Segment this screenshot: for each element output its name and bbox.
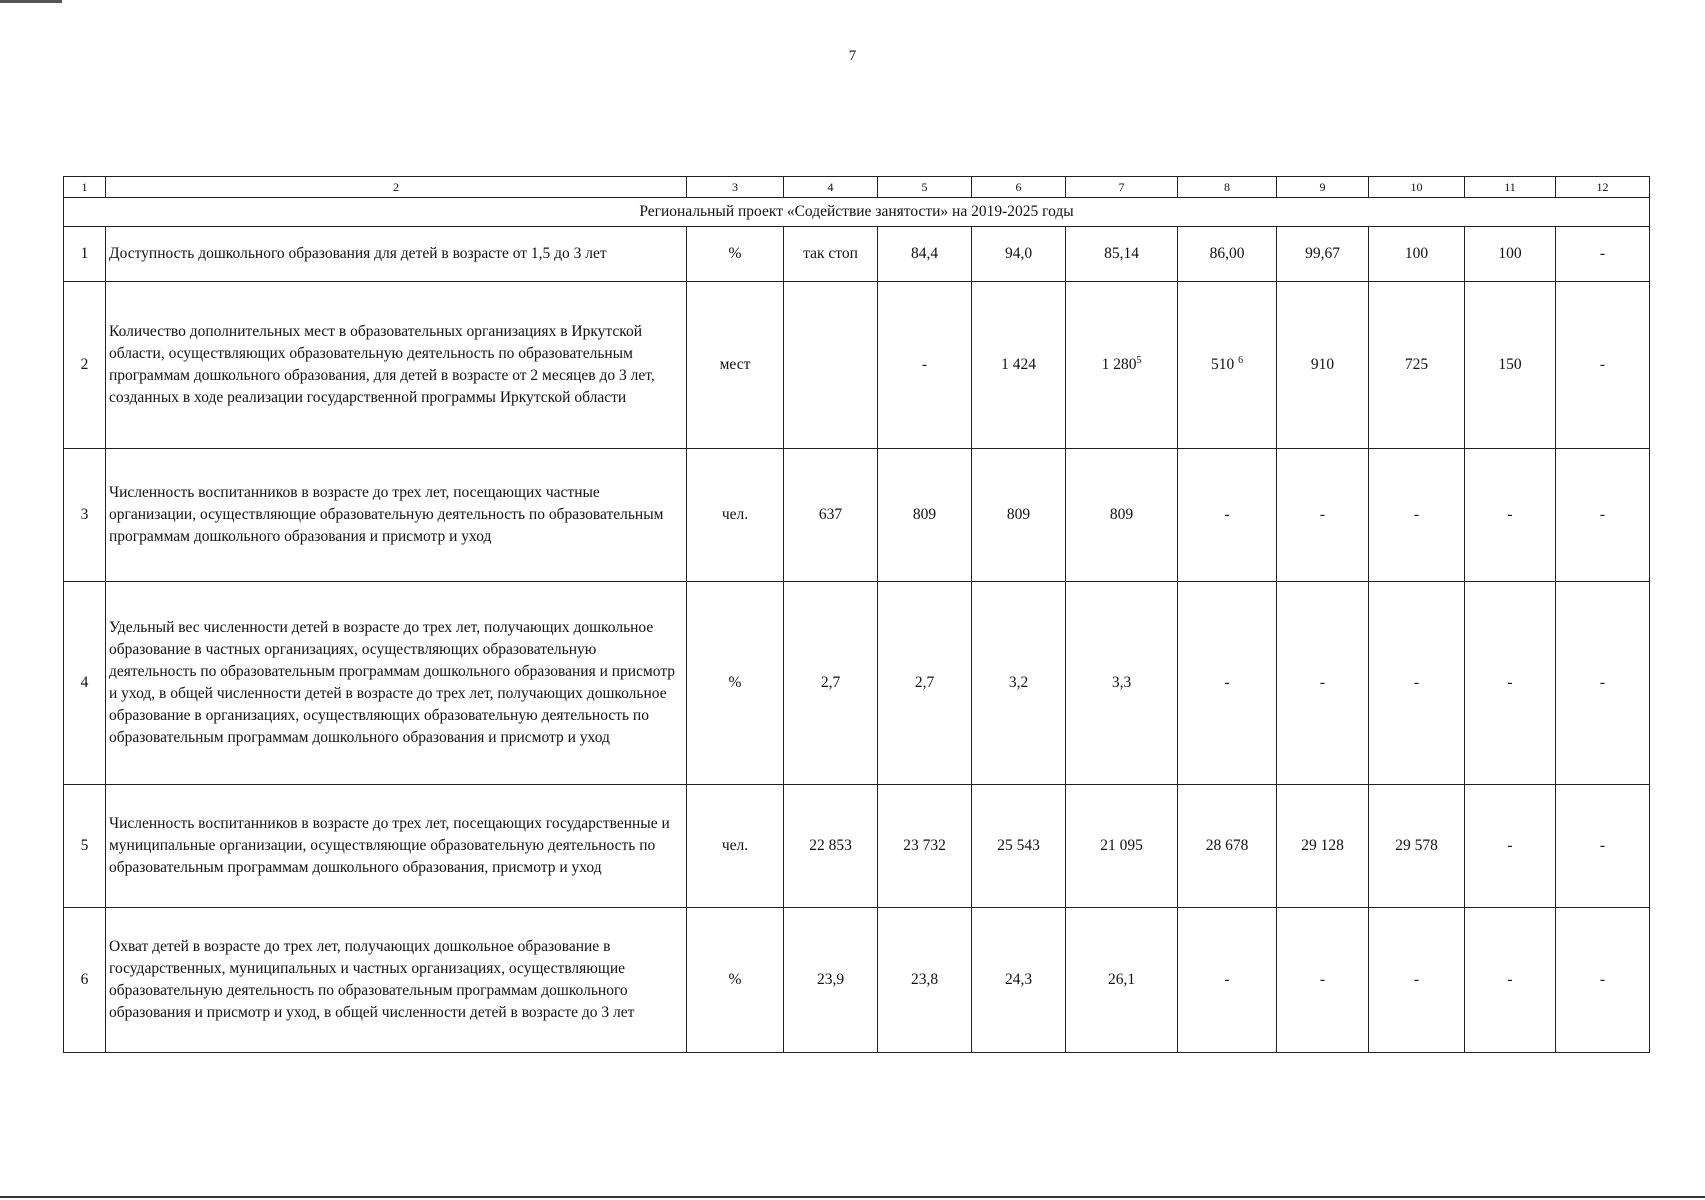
value-text: 2,7 bbox=[820, 674, 841, 691]
value-text: - bbox=[1507, 837, 1513, 854]
value-text: - bbox=[1413, 674, 1420, 691]
value-cell bbox=[1556, 908, 1650, 1053]
indicators-table-container bbox=[63, 176, 1649, 1053]
value-cell bbox=[784, 582, 878, 785]
value-cell bbox=[878, 582, 972, 785]
value-text: 100 bbox=[1404, 245, 1429, 262]
value-text: - bbox=[1599, 245, 1606, 262]
value-cell bbox=[1066, 908, 1178, 1053]
table-row bbox=[64, 282, 1650, 449]
value-text: 809 bbox=[912, 506, 937, 523]
column-number-cell: 7 bbox=[1066, 177, 1178, 198]
column-number-cell: 10 bbox=[1369, 177, 1465, 198]
row-number: 1 bbox=[64, 227, 106, 282]
value-cell bbox=[1277, 282, 1369, 449]
section-title: Региональный проект «Содействие занятости» на 2019-2025 годы bbox=[64, 198, 1650, 227]
value-cell bbox=[1277, 785, 1369, 908]
value-text: 23,9 bbox=[816, 971, 845, 988]
footnote-mark: 5 bbox=[1136, 354, 1142, 366]
value-text: - bbox=[1413, 506, 1420, 523]
value-text: 1 424 bbox=[1001, 356, 1036, 373]
value-cell bbox=[1066, 582, 1178, 785]
value-text: 21 095 bbox=[1100, 837, 1143, 854]
value-cell bbox=[1465, 227, 1556, 282]
value-cell bbox=[878, 449, 972, 582]
value-text: 99,67 bbox=[1305, 245, 1340, 262]
column-number-cell: 6 bbox=[972, 177, 1066, 198]
indicator-name: Численность воспитанников в возрасте до трех лет, посещающих государственные и муниципальные организации, осуществляющие образовательную деятельность по образовательным программам дошкольного образования, присмотр и уход bbox=[106, 785, 687, 908]
value-cell bbox=[1066, 785, 1178, 908]
value-cell bbox=[1465, 282, 1556, 449]
page-number: 7 bbox=[848, 48, 857, 64]
value-text: 1 280 bbox=[1101, 356, 1137, 373]
value-cell bbox=[972, 908, 1066, 1053]
value-text: 29 128 bbox=[1301, 837, 1344, 854]
unit-cell: мест bbox=[687, 282, 784, 449]
value-cell bbox=[878, 282, 972, 449]
value-cell bbox=[1556, 227, 1650, 282]
unit-cell: % bbox=[687, 908, 784, 1053]
value-cell bbox=[1369, 785, 1465, 908]
value-cell bbox=[784, 282, 878, 449]
value-text: 100 bbox=[1498, 245, 1522, 262]
value-cell bbox=[784, 449, 878, 582]
table-row bbox=[64, 908, 1650, 1053]
value-cell bbox=[1066, 282, 1178, 449]
value-cell bbox=[1178, 785, 1277, 908]
footnote-mark: 6 bbox=[1238, 354, 1244, 366]
value-cell bbox=[1178, 227, 1277, 282]
column-number-cell: 12 bbox=[1556, 177, 1650, 198]
column-number-cell: 8 bbox=[1178, 177, 1277, 198]
column-number-cell: 4 bbox=[784, 177, 878, 198]
value-cell bbox=[972, 582, 1066, 785]
value-text: - bbox=[1599, 356, 1606, 373]
value-text: - bbox=[1413, 971, 1420, 988]
indicator-name: Количество дополнительных мест в образовательных организациях в Иркутской области, осуществляющих образовательную деятельность по образовательным программам дошкольного образования, для детей в возрасте от 2 месяцев до 3 лет, созданных в ходе реализации государственной программы Иркутской области bbox=[106, 282, 687, 449]
unit-cell: чел. bbox=[687, 449, 784, 582]
value-text: 2,7 bbox=[914, 674, 935, 691]
value-text: 28 678 bbox=[1205, 837, 1249, 854]
value-cell bbox=[1556, 785, 1650, 908]
value-text: - bbox=[1507, 971, 1513, 988]
value-text: 23 732 bbox=[903, 837, 946, 854]
value-cell bbox=[1369, 282, 1465, 449]
value-text: 86,00 bbox=[1209, 245, 1245, 262]
value-text: - bbox=[1599, 674, 1606, 691]
table-row bbox=[64, 227, 1650, 282]
value-text: так стоп bbox=[803, 245, 858, 262]
column-number-cell: 9 bbox=[1277, 177, 1369, 198]
value-text: 85,14 bbox=[1104, 245, 1139, 262]
value-text: - bbox=[1319, 971, 1326, 988]
value-cell bbox=[878, 785, 972, 908]
column-number-cell: 5 bbox=[878, 177, 972, 198]
value-cell bbox=[1277, 449, 1369, 582]
value-cell bbox=[1465, 908, 1556, 1053]
column-number-cell: 1 bbox=[64, 177, 106, 198]
indicator-name: Удельный вес численности детей в возрасте до трех лет, получающих дошкольное образование в частных организациях, осуществляющих образовательную деятельность по образовательным программам дошкольного образования и присмотр и уход, в общей численности детей в возрасте до трех лет, получающих дошкольное образование в организациях, осуществляющих образовательную деятельность по образовательным программам дошкольного образования и присмотр и уход bbox=[106, 582, 687, 785]
table-row bbox=[64, 449, 1650, 582]
value-text: 510 bbox=[1210, 356, 1235, 373]
scan-bottom-edge bbox=[0, 1196, 1705, 1198]
value-text: 25 543 bbox=[997, 837, 1040, 854]
value-text: - bbox=[1319, 674, 1326, 691]
value-cell bbox=[1066, 227, 1178, 282]
scan-edge-mark bbox=[0, 0, 62, 3]
value-text: - bbox=[1507, 506, 1513, 523]
value-text: 94,0 bbox=[1004, 245, 1033, 262]
value-cell bbox=[878, 908, 972, 1053]
unit-cell: % bbox=[687, 582, 784, 785]
value-text: 26,1 bbox=[1107, 971, 1136, 988]
value-cell bbox=[878, 227, 972, 282]
value-cell bbox=[1369, 582, 1465, 785]
value-text: - bbox=[1599, 971, 1606, 988]
value-text: 150 bbox=[1498, 356, 1522, 373]
value-text: 725 bbox=[1404, 356, 1429, 373]
table-row bbox=[64, 785, 1650, 908]
value-cell bbox=[1369, 908, 1465, 1053]
value-cell bbox=[1178, 908, 1277, 1053]
value-cell bbox=[1178, 282, 1277, 449]
row-number: 5 bbox=[64, 785, 106, 908]
column-number-row bbox=[64, 177, 1650, 198]
value-cell bbox=[1465, 449, 1556, 582]
value-text: 29 578 bbox=[1395, 837, 1438, 854]
value-cell bbox=[1556, 282, 1650, 449]
value-text: 809 bbox=[1109, 506, 1134, 523]
value-text: 637 bbox=[818, 506, 843, 523]
column-number-cell: 11 bbox=[1465, 177, 1556, 198]
indicator-name: Доступность дошкольного образования для детей в возрасте от 1,5 до 3 лет bbox=[106, 227, 687, 282]
value-cell bbox=[784, 908, 878, 1053]
value-cell bbox=[1369, 227, 1465, 282]
value-cell bbox=[1178, 582, 1277, 785]
value-cell bbox=[784, 785, 878, 908]
row-number: 6 bbox=[64, 908, 106, 1053]
value-text: - bbox=[1599, 837, 1606, 854]
unit-cell: чел. bbox=[687, 785, 784, 908]
value-cell bbox=[1277, 908, 1369, 1053]
value-cell bbox=[1556, 582, 1650, 785]
value-text: 22 853 bbox=[809, 837, 852, 854]
value-cell bbox=[784, 227, 878, 282]
value-text: - bbox=[921, 356, 928, 373]
column-number-cell: 2 bbox=[106, 177, 687, 198]
column-number-cell: 3 bbox=[687, 177, 784, 198]
value-cell bbox=[1465, 582, 1556, 785]
value-cell bbox=[1277, 582, 1369, 785]
value-text: 23,8 bbox=[910, 971, 939, 988]
value-text: - bbox=[1319, 506, 1326, 523]
value-cell bbox=[972, 449, 1066, 582]
value-text: 84,4 bbox=[910, 245, 939, 262]
value-text: 3,3 bbox=[1111, 674, 1132, 691]
value-cell bbox=[972, 282, 1066, 449]
value-text: - bbox=[1507, 674, 1513, 691]
value-cell bbox=[1369, 449, 1465, 582]
row-number: 2 bbox=[64, 282, 106, 449]
value-cell bbox=[1178, 449, 1277, 582]
value-text: - bbox=[1224, 674, 1230, 691]
table-row bbox=[64, 582, 1650, 785]
value-cell bbox=[972, 785, 1066, 908]
value-text: 910 bbox=[1310, 356, 1335, 373]
section-title-row bbox=[64, 198, 1650, 227]
row-number: 3 bbox=[64, 449, 106, 582]
value-cell bbox=[1066, 449, 1178, 582]
value-text: 24,3 bbox=[1004, 971, 1033, 988]
value-cell bbox=[1556, 449, 1650, 582]
indicator-name: Охват детей в возрасте до трех лет, получающих дошкольное образование в государственных, муниципальных и частных организациях, осуществляющие образовательную деятельность по образовательным программам дошкольного образования и присмотр и уход, в общей численности детей в возрасте до 3 лет bbox=[106, 908, 687, 1053]
indicators-table bbox=[63, 176, 1650, 1053]
value-text: 809 bbox=[1006, 506, 1031, 523]
value-cell bbox=[1277, 227, 1369, 282]
value-cell bbox=[972, 227, 1066, 282]
value-text: - bbox=[1224, 971, 1230, 988]
value-text: - bbox=[1599, 506, 1606, 523]
value-cell bbox=[1465, 785, 1556, 908]
unit-cell: % bbox=[687, 227, 784, 282]
indicator-name: Численность воспитанников в возрасте до трех лет, посещающих частные организации, осуществляющие образовательную деятельность по образовательным программам дошкольного образования и присмотр и уход bbox=[106, 449, 687, 582]
value-text: - bbox=[1224, 506, 1230, 523]
value-text: 3,2 bbox=[1008, 674, 1029, 691]
row-number: 4 bbox=[64, 582, 106, 785]
